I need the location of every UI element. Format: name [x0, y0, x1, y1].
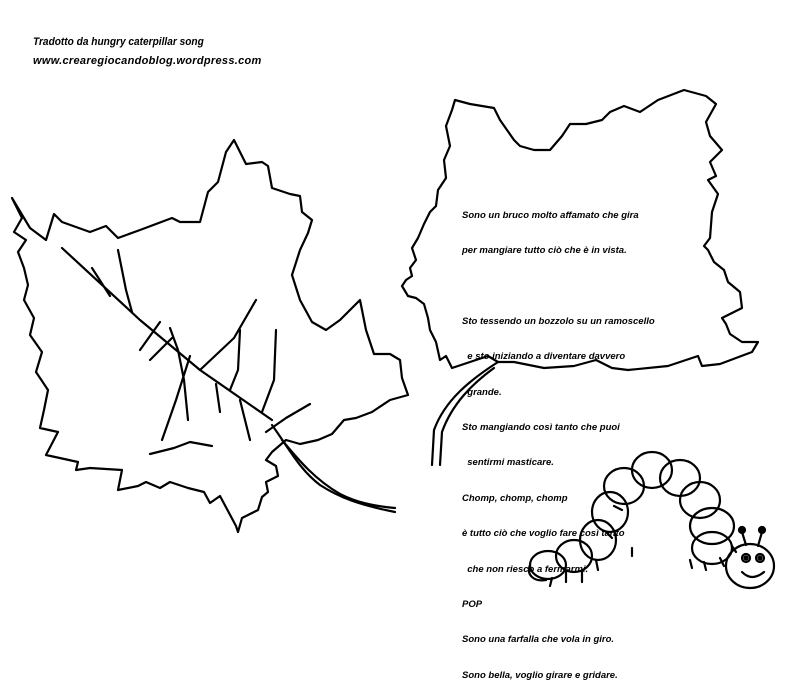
poem-line: Sono una farfalla che vola in giro.	[462, 634, 615, 646]
poem-line: grande.	[462, 386, 502, 398]
poem-line: Sto tessendo un bozzolo su un ramoscello	[462, 315, 655, 327]
poem-line: per mangiare tutto ciò che è in vista.	[462, 244, 627, 256]
poem-line: è tutto ciò che voglio fare così tanto	[462, 528, 625, 540]
page-title: Tradotto da hungry caterpillar song	[33, 36, 204, 48]
poem-text	[462, 186, 722, 693]
blog-url: www.crearegiocandoblog.wordpress.com	[33, 55, 262, 67]
poem-line: Sono un bruco molto affamato che gira	[462, 209, 639, 221]
poem-line: Sto mangiando così tanto che puoi	[462, 421, 620, 433]
left-leaf-outline	[12, 140, 408, 532]
left-leaf-veins	[92, 250, 310, 454]
left-leaf-illustration	[12, 140, 408, 532]
left-leaf-stem	[272, 425, 395, 512]
poem-line: Sono bella, voglio girare e gridare.	[462, 669, 618, 681]
caterpillar-head	[726, 544, 774, 588]
poem-line: Chomp, chomp, chomp	[462, 492, 568, 504]
poem-line	[462, 280, 722, 292]
poem-line: che non riesco a fermarmi.	[462, 563, 589, 575]
poem-line: sentirmi masticare.	[462, 457, 554, 469]
poem-line: POP	[462, 598, 483, 610]
poem-line: e sto iniziando a diventare davvero	[462, 351, 626, 363]
